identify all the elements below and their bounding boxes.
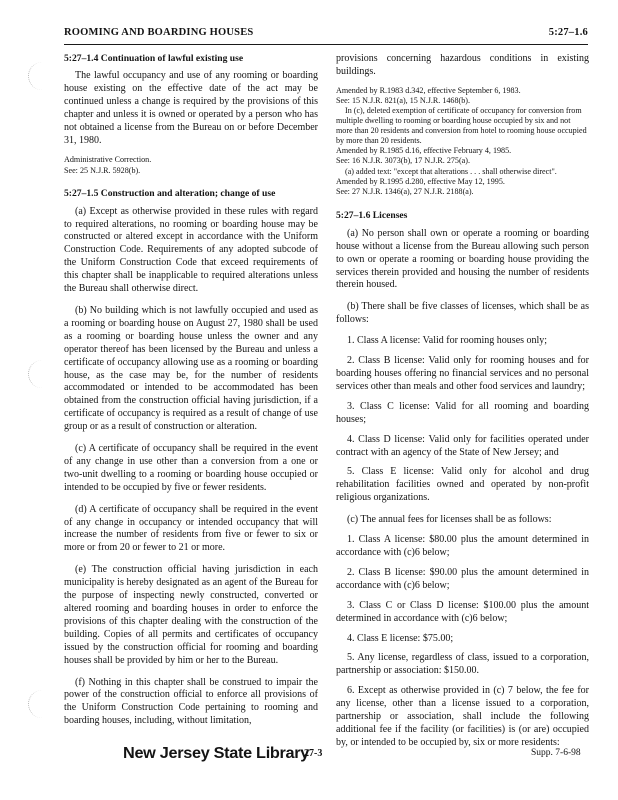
paragraph: The lawful occupancy and use of any rooming or boarding house existing on the effective date of the act may be continued unless a change is required by the provisions of this chapter and unless it is owned or operated by a person who has not obtained a license from the Bureau on or before December 31, 1980. xyxy=(64,70,318,146)
section-heading-1-6: 5:27–1.6 Licenses xyxy=(336,209,408,221)
list-item: 1. Class A license: Valid for rooming houses only; xyxy=(347,335,548,347)
history-note: Amended by R.1985 d.16, effective February 4, 1985. xyxy=(336,146,512,156)
list-item: 6. Except as otherwise provided in (c) 7 below, the fee for any license, other than a license issued to a corporation, partnership or association, shall include the following additional fee if the facility (or facilities) is (or are) occupied by, or intended to be occupied by, six or more residents: xyxy=(336,685,589,748)
history-note: See: 25 N.J.R. 5928(b). xyxy=(64,165,141,175)
paragraph-continued: provisions concerning hazardous conditions in existing buildings. xyxy=(336,53,589,77)
scan-artifact xyxy=(28,690,45,718)
paragraph-c: (c) A certificate of occupancy shall be required in the event of any change in use other than a conversion from a one or two-unit dwelling to a rooming or boarding house occupied or intended to be occupied by five or fewer residents. xyxy=(64,443,318,493)
history-note: Amended by R.1983 d.342, effective September 6, 1983. xyxy=(336,85,521,95)
paragraph-b: (b) No building which is not lawfully occupied and used as a rooming or boarding house on August 27, 1980 shall be used as a rooming or boarding house unless the owner and any operator thereof has been licensed by the Bureau and unless a certificate of occupancy allowing use as a rooming or boarding house, as the case may be, for the number of residents accommodated or intended to be accommodated has been obtained from the construction official having jurisdiction, if a certificate of occupancy is required as a result of change of use group or as a result of construction or alteration. xyxy=(64,304,318,433)
paragraph-b: (b) There shall be five classes of licenses, which shall be as follows: xyxy=(336,301,589,326)
page-number: 27-3 xyxy=(304,748,323,759)
library-stamp: New Jersey State Library xyxy=(123,745,310,762)
history-note: Amended by R.1995 d.280, effective May 12, 1995. xyxy=(336,176,505,186)
history-note: See: 27 N.J.R. 1346(a), 27 N.J.R. 2188(a). xyxy=(336,186,474,196)
list-item: 1. Class A license: $80.00 plus the amount determined in accordance with (c)6 below; xyxy=(336,534,589,558)
header-rule xyxy=(64,44,588,45)
section-heading-1-5: 5:27–1.5 Construction and alteration; change of use xyxy=(64,187,276,199)
list-item: 2. Class B license: Valid only for rooming houses and for boarding houses offering no financial services and no personal services other than meals and other food services and laundry; xyxy=(336,355,589,392)
scan-artifact xyxy=(28,62,45,90)
paragraph-a: (a) No person shall own or operate a rooming or boarding house without a license from the Bureau allowing such person to own or operate a rooming or boarding house providing the services therein provided and housing the number of residents therein housed. xyxy=(336,227,589,291)
running-header xyxy=(64,27,588,38)
scan-artifact xyxy=(28,360,45,388)
section-heading-1-4: 5:27–1.4 Continuation of lawful existing use xyxy=(64,53,244,64)
header-title: ROOMING AND BOARDING HOUSES xyxy=(64,27,254,38)
list-item: 4. Class E license: $75.00; xyxy=(347,632,454,644)
history-note: In (c), deleted exemption of certificate of occupancy for conversion from multiple dwelling to rooming or boarding house occupied by six and not more than 20 residents and conversion from hotel to rooming house occupied by more than 20 residents. xyxy=(336,106,587,146)
list-item: 5. Any license, regardless of class, issued to a corporation, partnership or association: $150.00. xyxy=(336,652,589,677)
supplement-date: Supp. 7-6-98 xyxy=(531,748,581,758)
list-item: 5. Class E license: Valid only for alcohol and drug rehabilitation facilities owned and operated by non-profit religious organizations. xyxy=(336,466,589,504)
paragraph-e: (e) The construction official having jurisdiction in each municipality is hereby designated as an agent of the Bureau for the purpose of inspecting newly constructed, converted or altered rooming and boarding houses in order to enforce the provisions of this chapter dealing with the construction of the building. Copies of all permits and certificates of occupancy issued by the construction official for rooming and boarding houses shall be provided by him or her to the Bureau. xyxy=(64,564,318,666)
history-note: See: 15 N.J.R. 821(a), 15 N.J.R. 1468(b). xyxy=(336,95,470,105)
page-footer xyxy=(0,745,618,775)
list-item: 2. Class B license: $90.00 plus the amount determined in accordance with (c)6 below; xyxy=(336,566,589,591)
list-item: 4. Class D license: Valid only for facilities operated under contract with an agency of the State of New Jersey; and xyxy=(336,433,589,458)
right-column xyxy=(336,53,589,750)
history-note: See: 16 N.J.R. 3073(b), 17 N.J.R. 275(a). xyxy=(336,156,470,166)
paragraph-a: (a) Except as otherwise provided in these rules with regard to required alterations, no rooming or boarding house may be constructed or altered except in accordance with the Uniform Construction Code. Requirements of any adopted subcode of the Uniform Construction Code that exceed requirements of this chapter shall be inapplicable to required alterations unless the Bureau shall otherwise direct. xyxy=(64,205,318,295)
list-item: 3. Class C or Class D license: $100.00 plus the amount determined in accordance with (c)6 below; xyxy=(336,599,589,624)
left-column xyxy=(64,53,318,728)
history-note: Administrative Correction. xyxy=(64,155,152,165)
paragraph-c: (c) The annual fees for licenses shall be as follows: xyxy=(347,514,552,526)
paragraph-d: (d) A certificate of occupancy shall be required in the event of any change in occupancy or intended occupancy that will increase the number of residents from five or fewer to six or more or from 20 or fewer to 21 or more. xyxy=(64,503,318,554)
header-section-number: 5:27–1.6 xyxy=(548,27,588,38)
paragraph-f: (f) Nothing in this chapter shall be construed to impair the power of the construction official to enforce all provisions of the Uniform Construction Code pertaining to rooming and boarding houses, including, without limitation, xyxy=(64,676,318,727)
history-note: (a) added text: "except that alterations . . . shall otherwise direct". xyxy=(345,166,557,176)
list-item: 3. Class C license: Valid for all rooming and boarding houses; xyxy=(336,400,589,425)
